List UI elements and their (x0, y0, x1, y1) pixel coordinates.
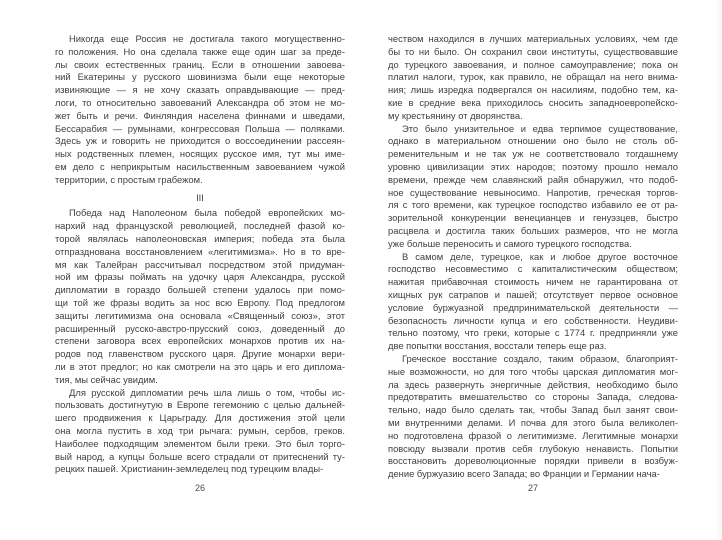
text-line: торой являлась наполеоновская империя; победа эта была (55, 232, 345, 244)
text-line: Греческое восстание создало, таким образом, благоприят- (402, 352, 678, 364)
paragraph (55, 33, 345, 187)
text-line: шего продвижения к Царьграду. Для достижения этой цели (55, 412, 345, 424)
text-line: рецких пашей. Христианин-земледелец под турецким влады- (55, 463, 324, 475)
text-line: отпразднована восстановлением «легитимизма». Но в то вре- (55, 245, 345, 257)
text-line: защиты легитимизма она основала «Священный союз», этот (55, 309, 345, 321)
paragraph (55, 387, 345, 477)
section-heading: III (196, 191, 204, 203)
text-line: ний Екатерины у русского шовинизма были еще некоторые (55, 71, 345, 83)
text-line: нархий над французской революцией, последней фазой ко- (55, 220, 345, 232)
text-line: пользовать достигнутую в Европе гегемонию с целью дальней- (55, 399, 345, 411)
page-number-right: 27 (527, 483, 538, 493)
text-line: безопасность личности купца и его собственности. Неудиви- (388, 314, 678, 326)
text-line: ной им фразы поймать на удочку царя Александра, русской (55, 271, 345, 283)
text-line: ем дело с неприкрытым насильственным завоеванием чужой (55, 160, 345, 172)
text-line: му крестьянину от дворянства. (388, 109, 523, 121)
text-line: господство несовместимо с капиталистическим обществом; (388, 263, 678, 275)
paragraph (388, 33, 678, 123)
text-line: тия, мы сейчас увидим. (55, 373, 158, 385)
page-number-left: 26 (194, 483, 205, 493)
text-line: тельно, надо было сделать так, чтобы Запад был занят свои- (388, 404, 678, 416)
right-page-text-column (388, 33, 678, 481)
text-line: ных родственных племен, носящих русское имя, тут мы име- (55, 148, 345, 160)
text-line: мя как Талейран рассчитывал посредством этой придуман- (55, 258, 345, 270)
text-line: условие буржуазной предпринимательской деятельности — (388, 301, 678, 313)
text-line: ременительным и не так уж не соответствовало тогдашнему (388, 148, 678, 160)
text-line: Для русской дипломатии речь шла лишь о том, чтобы ис- (69, 386, 345, 398)
text-line: жет быть и речи. Финляндия населена финнами и шведами, (55, 109, 345, 121)
page-edge-shadow (715, 0, 722, 540)
text-line: ми внутренними делами. И почва для этого была великолеп- (388, 416, 678, 428)
text-line: уровню цивилизации этих народов; поэтому прошло немало (388, 160, 678, 172)
text-line: однако в материальном отношении оно было не столь об- (388, 135, 678, 147)
paragraph (388, 123, 678, 251)
text-line: Наиболее подходящим элементом были греки. Это был торго- (55, 437, 345, 449)
text-line: ния; лишь изредка подвергался он насилиям, подобно тем, ка- (388, 84, 678, 96)
text-line: ные возможности, но для того чтобы царская дипломатия мог- (388, 365, 678, 377)
text-line: Никогда еще Россия не достигала такого могущественно- (69, 33, 345, 44)
text-line: уже больше переносить и самого турецкого господства. (388, 237, 632, 249)
text-line: до турецкого завоевания, и полное самоуправление; пока он (388, 58, 678, 70)
text-line: дипломатии в гораздо большей степени удалось при помо- (55, 284, 345, 296)
text-line: го положения. Но она сделала также еще один шаг за преде- (55, 45, 345, 57)
text-line: зорительной конкуренции венецианцев и генуэзцев, быстро (388, 212, 678, 224)
text-line: нажитая прибавочная стоимость ничем не гарантирована от (388, 276, 678, 288)
text-line: дение буржуазию всего Запада; во Франции и Германии нача- (388, 468, 660, 480)
text-line: повсюду вызвали против себя глубокую ненависть. Попытки (388, 442, 678, 454)
text-line: извиняющие — я не хочу сказать оправдывающие — пред- (55, 84, 345, 96)
text-line: кие в средние века приходилось сносить западноевропейско- (388, 96, 678, 108)
text-line: расцвела и достигла таких больших размеров, что не могла (388, 224, 678, 236)
text-line: ное существование невыносимо. Напротив, греческая торгов- (388, 186, 678, 198)
paragraph (388, 353, 678, 481)
text-line: степени заговора всех европейских монархов против их на- (55, 335, 345, 347)
text-line: вый народ, а купцы больше всего страдали от притеснений ту- (55, 450, 345, 462)
text-line: платил налоги, турок, как правило, не обращал на него внима- (388, 71, 678, 83)
text-line: две попытки восстания, восстали теперь еще раз. (388, 340, 607, 352)
text-line: Бессарабия — румынами, конгрессовая Польша — поляками. (55, 122, 345, 134)
text-line: времени, прежде чем славянский райя обнаружил, что подоб- (388, 173, 678, 185)
text-line: расширенный русско-австро-прусский союз, доведенный до (55, 322, 345, 334)
paragraph (388, 251, 678, 353)
text-line: ла здесь развернуть энергичные действия, необходимо было (388, 378, 678, 390)
text-line: В самом деле, турецкое, как и любое другое восточное (402, 250, 678, 262)
text-line: территории, с простым грабежом. (55, 173, 203, 185)
text-line: ли в этот предлог; но как смотрели на это царь и его диплома- (55, 360, 345, 372)
text-line: Это было унизительное и едва терпимое существование, (402, 122, 678, 134)
text-line: родов под главенством русского царя. Другие монархи вери- (55, 348, 345, 360)
text-line: Победа над Наполеоном была победой европейских мо- (69, 207, 345, 219)
text-line: она могла пустить в ход три рычага: румын, сербов, греков. (55, 424, 345, 436)
text-line: лы своих естественных границ. Если в отношении завоева- (55, 58, 345, 70)
text-line: щи той же фразы водить за нос всю Европу. Под предлогом (55, 296, 345, 308)
text-line: предотвратить вмешательство со стороны Запада, следова- (388, 391, 678, 403)
text-line: чеством находился в лучших материальных условиях, чем где (388, 33, 678, 44)
left-page-text-column (55, 33, 345, 476)
paragraph (55, 207, 345, 386)
text-line: хищных рук сатрапов и пашей; отсутствует первое основное (388, 288, 678, 300)
text-line: ля с того времени, как турецкое господство избавило ее от ра- (388, 199, 678, 211)
text-line: но подготовлена фразой о легитимизме. Легитимные монархи (388, 429, 678, 441)
text-line: восстановить дореволюционные порядки привели в возбуж- (388, 455, 678, 467)
text-line: бы то ни было. Он сохранил свои институты, существовавшие (388, 45, 678, 57)
text-line: тельно поэтому, что греки, которые с 1774 г. предприняли уже (388, 327, 678, 339)
text-line: логи, то относительно завоеваний Александра об этом не мо- (55, 96, 345, 108)
text-line: Здесь уж и говорить не приходится о воссоединении рассеян- (55, 135, 345, 147)
